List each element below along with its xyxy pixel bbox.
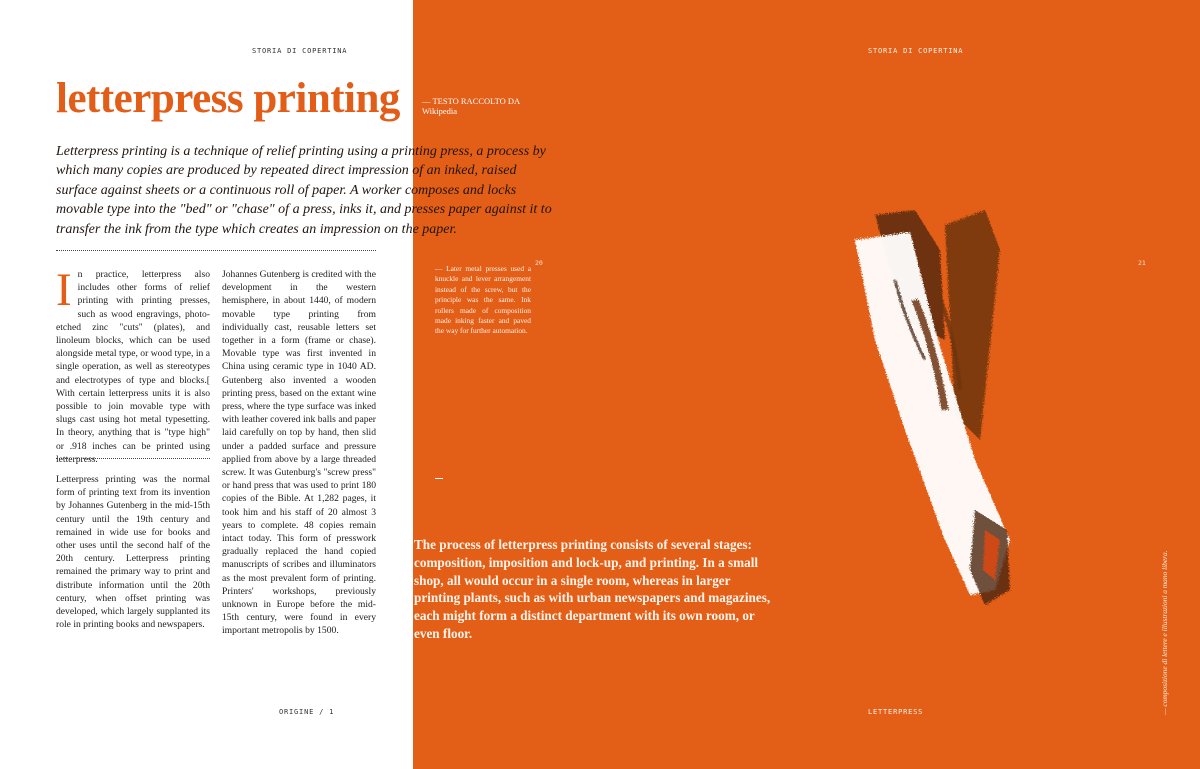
page-number-right: 21 bbox=[1138, 259, 1146, 267]
credit-label: — TESTO RACCOLTO DA bbox=[422, 96, 521, 106]
column-b-paragraph: Johannes Gutenberg is credited with the development in the western hemisphere, in about 1440, of modern movable type printing from individually cast, reusable letters set together in a form (frame or chase). Movable type was first invented in China using ceramic type in 1040 AD. Gutenberg also invented a wooden printing press, based on the extant wine press, where the type surface was inked with leather covered ink balls and paper laid carefully on top by hand, then slid under a padded surface and pressure applied from above by a large threaded screw. It was Gutenburg's "screw press" or hand press that was used to print 180 copies of the Bible. At 1,282 pages, it took him and his staff of 20 almost 3 years to complete. 48 copies remain intact today. This form of presswork gradually replaced the hand copied manuscripts of scribes and illuminators as the most prevalent form of printing. Printers' workshops, previously unknown in Europe before the mid-15th century, were found in every important metropolis by 1500. bbox=[222, 269, 376, 637]
right-page bbox=[413, 0, 1200, 769]
left-kicker: STORIA DI COPERTINA bbox=[252, 47, 348, 55]
left-footer: ORIGINE / 1 bbox=[279, 708, 335, 716]
credit-source: Wikipedia bbox=[422, 106, 458, 116]
drop-cap: I bbox=[56, 264, 72, 316]
side-note: — Later metal presses used a knuckle and lever arrangement instead of the screw, but the principle was the same. Ink rollers made of composition made inking faster and paved the way for further automation. bbox=[435, 264, 531, 336]
column-a-paragraph-2: Letterpress printing was the normal form of printing text from its invention by Johannes Gutenberg in the mid-15th century until the 19th century and remained in wide use for books and other uses until the second half of the 20th century. Letterpress printing remained the primary way to print and distribute information until the 20th century, when offset printing was developed, which largely supplanted its role in printing books and newspapers. bbox=[56, 474, 210, 631]
column-a-text: n practice, letterpress also includes other forms of relief printing with printing presses, such as wood engravings, photo-etched zinc "cuts" (plates), and linoleum blocks, which can be used alongside metal type, or wood type, in a single operation, as well as stereotypes and electrotypes of type and blocks.[ With certain letterpress units it is also possible to join movable type with slugs cast using hot metal typesetting. In theory, anything that is "type high" or .918 inches can be printed using letterpress. bbox=[56, 269, 210, 465]
article-title: letterpress printing bbox=[56, 75, 400, 122]
section-divider bbox=[56, 250, 376, 251]
letter-y-illustration bbox=[835, 210, 1025, 620]
column-a-paragraph-1 bbox=[56, 264, 210, 466]
column-divider bbox=[56, 458, 210, 459]
right-kicker: STORIA DI COPERTINA bbox=[868, 47, 964, 55]
right-footer: LETTERPRESS bbox=[868, 708, 924, 716]
intro-paragraph: Letterpress printing is a technique of relief printing using a printing press, a process by which many copies are produced by repeated direct impression of an inked, raised surface against sheets or a continuous roll of paper. A worker composes and locks movable type into the "bed" or "chase" of a press, inks it, and presses paper against it to transfer the ink from the type which creates an impression on the paper. bbox=[56, 144, 552, 237]
page-number-left: 20 bbox=[535, 259, 543, 267]
vertical-caption: — composizione di lettere e illustrazioni a mano libera. bbox=[1160, 550, 1169, 715]
source-credit bbox=[422, 96, 520, 116]
pull-quote: The process of letterpress printing consists of several stages: composition, imposition and lock-up, and printing. In a small shop, all would occur in a single room, whereas in larger printing plants, such as with urban newspapers and magazines, each might form a distinct department with its own room, or even floor. bbox=[414, 537, 771, 641]
dash-mark bbox=[435, 478, 443, 479]
